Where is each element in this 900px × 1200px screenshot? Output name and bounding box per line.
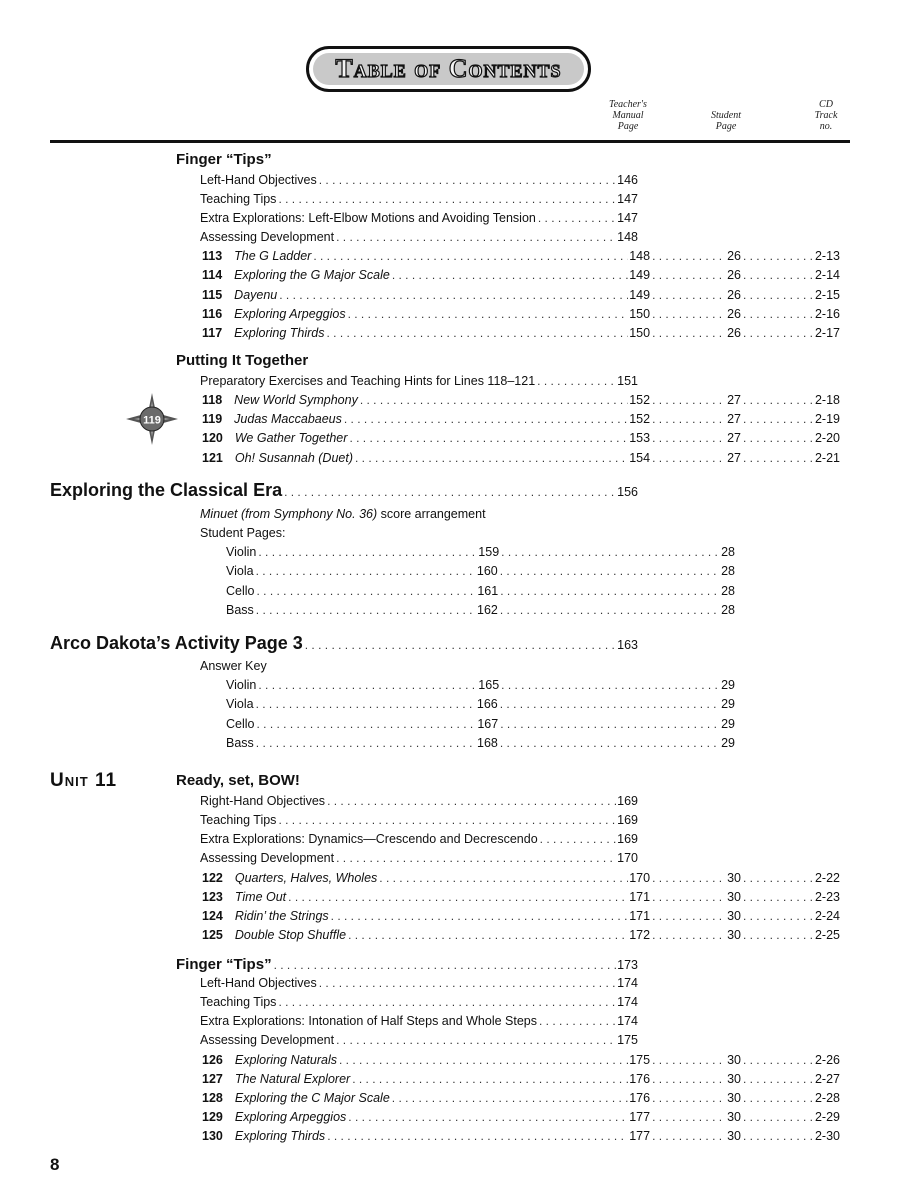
section-finger-tips-2 [176, 955, 638, 975]
dot-leader [741, 1051, 815, 1069]
entry-label: Assessing Development [200, 230, 335, 244]
student-page: 26 [727, 307, 741, 321]
unit-label: Unit 11 [50, 770, 118, 791]
dot-leader [286, 888, 628, 906]
cd-track: 2-15 [814, 288, 840, 302]
dot-leader [537, 1012, 616, 1030]
entry-label: Teaching Tips [200, 813, 277, 827]
entry-label: Violin [226, 545, 257, 559]
teacher-page: 170 [617, 851, 638, 865]
student-page: 29 [721, 717, 735, 731]
dot-leader [377, 869, 628, 887]
teacher-page: 174 [617, 976, 638, 990]
student-page: 30 [727, 928, 741, 942]
song-title: Exploring Thirds [234, 326, 325, 340]
dot-leader [353, 449, 628, 467]
teacher-page: 165 [478, 678, 500, 692]
song-title: Exploring Arpeggios [234, 307, 346, 321]
entry-label: Extra Explorations: Intonation of Half Steps and Whole Steps [200, 1014, 537, 1028]
song-title: Double Stop Shuffle [234, 928, 347, 942]
dot-leader [390, 1089, 628, 1107]
toc-entry [226, 582, 735, 600]
cd-track: 2-19 [814, 412, 840, 426]
toc-entry [200, 209, 638, 227]
cd-track: 2-16 [814, 307, 840, 321]
student-page: 26 [727, 288, 741, 302]
student-page: 29 [721, 697, 735, 711]
song-number: 127 [202, 1072, 223, 1086]
student-page: 28 [721, 584, 735, 598]
song-entry [202, 391, 840, 409]
dot-leader [741, 286, 815, 304]
toc-entry [226, 695, 735, 713]
student-page: 30 [727, 1110, 741, 1124]
teacher-page: 177 [629, 1110, 651, 1124]
dot-leader [346, 1108, 628, 1126]
dot-leader [741, 1127, 815, 1145]
dot-leader [342, 410, 628, 428]
toc-entry [200, 993, 638, 1011]
toc-entry [200, 1031, 638, 1049]
section-classical-era [50, 479, 638, 503]
dot-leader [741, 410, 815, 428]
dot-leader [325, 792, 616, 810]
teacher-page: 148 [629, 249, 651, 263]
dot-leader [650, 1127, 726, 1145]
song-number: 125 [202, 928, 223, 942]
song-entry [202, 247, 840, 265]
song-title: The G Ladder [234, 249, 312, 263]
song-entry [202, 1108, 840, 1126]
dot-leader [498, 734, 720, 752]
song-entry [202, 286, 840, 304]
song-number: 120 [202, 431, 223, 445]
dot-leader [741, 305, 815, 323]
song-entry [202, 1051, 840, 1069]
dot-leader [650, 888, 726, 906]
teacher-page: 166 [476, 697, 498, 711]
toc-entry [226, 601, 735, 619]
dot-leader [650, 247, 726, 265]
student-page: 30 [727, 1072, 741, 1086]
song-number: 123 [202, 890, 223, 904]
cd-track: 2-23 [814, 890, 840, 904]
teacher-page: 174 [617, 1014, 638, 1028]
dot-leader [498, 582, 720, 600]
song-number: 118 [202, 393, 223, 407]
student-pages-label: Student Pages: [200, 526, 286, 540]
song-number: 115 [202, 288, 223, 302]
dot-leader [255, 715, 477, 733]
column-header-student-page: Student Page [711, 110, 741, 132]
teacher-page: 169 [617, 832, 638, 846]
song-number: 114 [202, 268, 223, 282]
teacher-page: 169 [617, 794, 638, 808]
song-title: Exploring Arpeggios [234, 1110, 347, 1124]
teacher-page: 170 [629, 871, 651, 885]
song-title: Dayenu [234, 288, 278, 302]
section-heading-ready-set-bow: Ready, set, BOW! [176, 772, 300, 789]
dot-leader [650, 907, 726, 925]
dot-leader [741, 449, 815, 467]
dot-leader [741, 266, 815, 284]
cd-track: 2-28 [814, 1091, 840, 1105]
dot-leader [535, 372, 616, 390]
dot-leader [536, 209, 616, 227]
dot-leader [346, 926, 628, 944]
dot-leader [276, 993, 616, 1011]
student-page: 29 [721, 678, 735, 692]
dot-leader [325, 324, 629, 342]
dot-leader [334, 228, 616, 246]
teacher-page: 176 [629, 1091, 651, 1105]
cd-track: 2-27 [814, 1072, 840, 1086]
dot-leader [272, 955, 618, 975]
teacher-page: 152 [629, 393, 651, 407]
dot-leader [256, 543, 477, 561]
dot-leader [499, 676, 720, 694]
entry-label: Extra Explorations: Dynamics—Crescendo and Decrescendo [200, 832, 538, 846]
student-page: 30 [727, 1129, 741, 1143]
student-page: 28 [721, 545, 735, 559]
entry-label: Left-Hand Objectives [200, 976, 317, 990]
cd-track: 2-24 [814, 909, 840, 923]
toc-entry [226, 734, 735, 752]
dot-leader [276, 190, 616, 208]
song-entry [202, 429, 840, 447]
student-page: 27 [727, 451, 741, 465]
dot-leader [538, 830, 616, 848]
dot-leader [254, 601, 476, 619]
student-page: 30 [727, 890, 741, 904]
entry-label: Right-Hand Objectives [200, 794, 326, 808]
toc-entry [200, 228, 638, 246]
dot-leader [282, 481, 617, 503]
dot-leader [741, 1108, 815, 1126]
teacher-page: 173 [617, 958, 638, 972]
dot-leader [499, 543, 720, 561]
song-number: 113 [202, 249, 223, 263]
teacher-page: 146 [617, 173, 638, 187]
dot-leader [358, 391, 628, 409]
dot-leader [741, 247, 815, 265]
badge-number: 119 [143, 414, 161, 427]
teacher-page: 162 [477, 603, 498, 617]
student-page: 29 [721, 736, 735, 750]
song-number: 126 [202, 1053, 223, 1067]
teacher-page: 169 [617, 813, 638, 827]
song-title: The Natural Explorer [234, 1072, 351, 1086]
dot-leader [254, 695, 476, 713]
song-entry [202, 410, 840, 428]
song-title: Judas Maccabaeus [234, 412, 342, 426]
dot-leader [650, 410, 726, 428]
toc-entry [200, 372, 638, 390]
compass-star-icon [126, 393, 178, 445]
song-number: 124 [202, 909, 223, 923]
minuet-line [200, 505, 486, 523]
teacher-page: 176 [629, 1072, 651, 1086]
song-entry [202, 266, 840, 284]
song-entry [202, 449, 840, 467]
song-number: 116 [202, 307, 223, 321]
teacher-page: 147 [617, 211, 638, 225]
entry-label: Bass [226, 736, 254, 750]
toc-entry [226, 715, 735, 733]
teacher-page: 177 [629, 1129, 651, 1143]
page-number: 8 [50, 1155, 60, 1174]
dot-leader [741, 907, 815, 925]
student-page: 26 [727, 249, 741, 263]
teacher-page: 147 [617, 192, 638, 206]
toc-entry [200, 811, 638, 829]
student-page: 27 [727, 412, 741, 426]
minuet-rest: score arrangement [377, 507, 486, 521]
dot-leader [741, 869, 815, 887]
dot-leader [347, 429, 628, 447]
dot-leader [337, 1051, 628, 1069]
entry-label: Left-Hand Objectives [200, 173, 317, 187]
section-heading-putting-together: Putting It Together [176, 352, 309, 369]
teacher-page: 168 [477, 736, 498, 750]
toc-entry [200, 1012, 638, 1030]
student-page: 28 [721, 603, 735, 617]
dot-leader [325, 1127, 628, 1145]
entry-label: Cello [226, 717, 255, 731]
toc-entry [200, 171, 638, 189]
teacher-page: 149 [629, 268, 651, 282]
dot-leader [650, 391, 726, 409]
entry-label: Violin [226, 678, 257, 692]
dot-leader [650, 266, 726, 284]
song-title: We Gather Together [234, 431, 348, 445]
entry-label: Cello [226, 584, 255, 598]
entry-label: Assessing Development [200, 1033, 335, 1047]
toc-entry [200, 974, 638, 992]
dot-leader [650, 429, 726, 447]
dot-leader [741, 429, 815, 447]
teacher-page: 175 [617, 1033, 638, 1047]
song-entry [202, 324, 840, 342]
dot-leader [650, 1089, 726, 1107]
song-number: 128 [202, 1091, 223, 1105]
student-page: 26 [727, 326, 741, 340]
song-entry [202, 1070, 840, 1088]
song-title: Time Out [234, 890, 287, 904]
student-page: 27 [727, 431, 741, 445]
entry-label: Viola [226, 697, 254, 711]
cd-track: 2-29 [814, 1110, 840, 1124]
song-title: New World Symphony [234, 393, 358, 407]
teacher-page: 152 [629, 412, 651, 426]
cd-track: 2-17 [814, 326, 840, 340]
student-page: 26 [727, 268, 741, 282]
title-banner-fill [313, 53, 584, 85]
dot-leader [741, 324, 815, 342]
toc-entry [200, 849, 638, 867]
dot-leader [650, 324, 726, 342]
song-title: Exploring the G Major Scale [234, 268, 390, 282]
dot-leader [254, 734, 476, 752]
teacher-page: 175 [629, 1053, 651, 1067]
column-header-cd-track: CD Track no. [814, 99, 838, 132]
teacher-page: 172 [629, 928, 651, 942]
teacher-page: 174 [617, 995, 638, 1009]
toc-entry [200, 830, 638, 848]
song-number: 121 [202, 451, 223, 465]
dot-leader [650, 1051, 726, 1069]
song-number: 117 [202, 326, 223, 340]
page-title: Table of Contents [335, 54, 562, 83]
entry-label: Teaching Tips [200, 995, 277, 1009]
song-number: 130 [202, 1129, 223, 1143]
teacher-page: 156 [617, 485, 638, 499]
dot-leader [650, 869, 726, 887]
cd-track: 2-22 [814, 871, 840, 885]
dot-leader [350, 1070, 628, 1088]
song-title: Quarters, Halves, Wholes [234, 871, 378, 885]
song-number: 119 [202, 412, 223, 426]
song-entry [202, 1127, 840, 1145]
dot-leader [741, 391, 815, 409]
dot-leader [334, 849, 616, 867]
teacher-page: 160 [476, 564, 498, 578]
section-heading-finger-tips: Finger “Tips” [176, 151, 272, 168]
dot-leader [741, 1070, 815, 1088]
dot-leader [346, 305, 629, 323]
dot-leader [650, 1108, 726, 1126]
student-page: 30 [727, 909, 741, 923]
entry-label: Preparatory Exercises and Teaching Hints for Lines 118–121 [200, 374, 536, 388]
dot-leader [254, 562, 476, 580]
dot-leader [650, 286, 726, 304]
entry-label: Viola [226, 564, 254, 578]
teacher-page: 154 [629, 451, 651, 465]
toc-entry [226, 543, 735, 561]
entry-label: Assessing Development [200, 851, 335, 865]
student-page: 30 [727, 1091, 741, 1105]
dot-leader [650, 449, 726, 467]
teacher-page: 159 [478, 545, 500, 559]
teacher-page: 149 [629, 288, 651, 302]
song-title: Exploring the C Major Scale [234, 1091, 390, 1105]
song-title: Oh! Susannah (Duet) [234, 451, 353, 465]
cd-track: 2-14 [814, 268, 840, 282]
cd-track: 2-21 [814, 451, 840, 465]
song-number: 122 [202, 871, 223, 885]
dot-leader [390, 266, 628, 284]
song-title: Exploring Thirds [234, 1129, 326, 1143]
cd-track: 2-30 [814, 1129, 840, 1143]
dot-leader [276, 811, 616, 829]
dot-leader [498, 601, 720, 619]
column-header-teacher-page: Teacher's Manual Page [609, 99, 647, 132]
dot-leader [498, 715, 720, 733]
student-page: 27 [727, 393, 741, 407]
teacher-page: 151 [617, 374, 638, 388]
teacher-page: 148 [617, 230, 638, 244]
dot-leader [303, 634, 617, 656]
dot-leader [311, 247, 628, 265]
teacher-page: 161 [477, 584, 499, 598]
song-entry [202, 1089, 840, 1107]
dot-leader [329, 907, 629, 925]
entry-label: Extra Explorations: Left-Elbow Motions and Avoiding Tension [200, 211, 536, 225]
dot-leader [741, 1089, 815, 1107]
toc-entry [200, 190, 638, 208]
section-activity-page [50, 632, 638, 656]
teacher-page: 150 [629, 326, 651, 340]
dot-leader [650, 305, 726, 323]
section-heading-activity: Arco Dakota’s Activity Page 3 [50, 633, 303, 653]
cd-track: 2-13 [814, 249, 840, 263]
teacher-page: 153 [629, 431, 651, 445]
teacher-page: 167 [477, 717, 499, 731]
song-entry [202, 305, 840, 323]
song-number: 129 [202, 1110, 223, 1124]
student-page: 30 [727, 1053, 741, 1067]
cd-track: 2-20 [814, 431, 840, 445]
dot-leader [317, 974, 616, 992]
answer-key-label: Answer Key [200, 659, 267, 673]
section-heading-finger-tips-2: Finger “Tips” [176, 956, 272, 973]
song-entry [202, 869, 840, 887]
dot-leader [277, 286, 628, 304]
teacher-page: 171 [629, 890, 651, 904]
section-heading-classical: Exploring the Classical Era [50, 480, 283, 500]
header-rule [50, 140, 850, 143]
teacher-page: 163 [617, 638, 638, 652]
entry-label: Bass [226, 603, 254, 617]
student-page: 30 [727, 871, 741, 885]
dot-leader [650, 926, 726, 944]
dot-leader [256, 676, 477, 694]
song-entry [202, 926, 840, 944]
song-entry [202, 907, 840, 925]
cd-track: 2-25 [814, 928, 840, 942]
cd-track: 2-26 [814, 1053, 840, 1067]
song-title: Ridin’ the Strings [234, 909, 329, 923]
toc-entry [226, 562, 735, 580]
cd-track: 2-18 [814, 393, 840, 407]
song-entry [202, 888, 840, 906]
student-page: 28 [721, 564, 735, 578]
dot-leader [650, 1070, 726, 1088]
dot-leader [741, 926, 815, 944]
song-title: Exploring Naturals [234, 1053, 337, 1067]
toc-entry [200, 792, 638, 810]
title-banner [306, 46, 591, 92]
dot-leader [317, 171, 616, 189]
dot-leader [741, 888, 815, 906]
entry-label: Teaching Tips [200, 192, 277, 206]
toc-entry [226, 676, 735, 694]
teacher-page: 150 [629, 307, 651, 321]
dot-leader [498, 562, 720, 580]
dot-leader [255, 582, 477, 600]
dot-leader [334, 1031, 616, 1049]
minuet-title: Minuet (from Symphony No. 36) [200, 507, 378, 521]
teacher-page: 171 [629, 909, 651, 923]
dot-leader [498, 695, 720, 713]
